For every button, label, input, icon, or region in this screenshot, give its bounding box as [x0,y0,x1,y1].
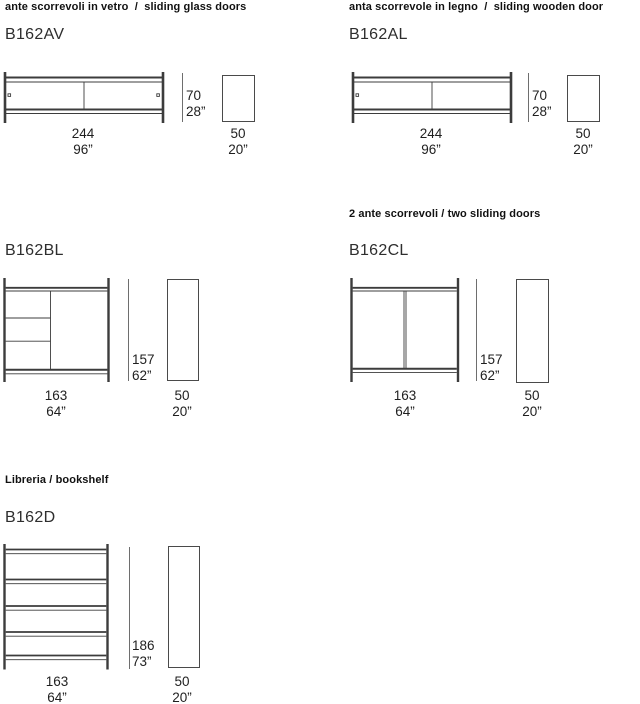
front-view-drawing [349,277,461,383]
depth-in: 20” [172,403,192,419]
side-view-drawing [168,546,200,668]
model-code: B162AV [5,26,65,43]
front-view-drawing [2,71,168,125]
width-cm: 244 [419,126,443,141]
depth-cm: 50 [575,126,591,141]
width-in: 64” [46,403,66,419]
width-cm: 244 [71,126,95,141]
height-dimension [132,638,155,669]
depth-in: 20” [172,689,192,704]
width-dimension [360,388,450,419]
height-in: 62” [132,367,152,383]
height-dimension [186,88,206,119]
height-cm: 157 [132,352,155,367]
depth-dimension [487,388,577,419]
model-code: B162D [5,509,56,526]
front-view-drawing [2,277,114,383]
height-in: 28” [532,103,552,119]
height-dimension-line [128,279,129,381]
height-cm: 70 [532,88,548,103]
height-dimension-line [182,73,183,122]
height-dimension [480,352,503,383]
front-view-drawing [2,543,114,671]
section-heading: ante scorrevoli in vetro / sliding glass doors [5,1,247,13]
depth-dimension [193,126,283,157]
height-cm: 186 [132,638,155,653]
width-dimension [38,126,128,157]
height-dimension-line [129,547,130,669]
height-dimension [532,88,552,119]
depth-cm: 50 [524,388,540,403]
model-code: B162BL [5,242,64,259]
height-dimension [132,352,155,383]
section-heading: anta scorrevole in legno / sliding wooden door [349,1,604,13]
front-view-drawing [350,71,516,125]
depth-in: 20” [228,141,248,157]
depth-cm: 50 [230,126,246,141]
width-in: 96” [73,141,93,157]
height-dimension-line [476,279,477,381]
side-view-drawing [567,75,600,122]
height-cm: 70 [186,88,202,103]
height-in: 28” [186,103,206,119]
depth-in: 20” [522,403,542,419]
section-heading: 2 ante scorrevoli / two sliding doors [349,208,541,220]
width-in: 96” [421,141,441,157]
side-view-drawing [167,279,199,381]
height-dimension-line [528,73,529,122]
section-heading: Libreria / bookshelf [5,474,109,486]
side-view-drawing [516,279,549,383]
depth-dimension [137,674,227,704]
width-cm: 163 [45,674,69,689]
width-in: 64” [47,689,67,704]
width-dimension [12,674,102,704]
depth-cm: 50 [174,388,190,403]
depth-dimension [137,388,227,419]
width-cm: 163 [44,388,68,403]
depth-cm: 50 [174,674,190,689]
width-in: 64” [395,403,415,419]
depth-dimension [538,126,628,157]
width-cm: 163 [393,388,417,403]
width-dimension [11,388,101,419]
model-code: B162AL [349,26,408,43]
model-code: B162CL [349,242,409,259]
side-view-drawing [222,75,255,122]
width-dimension [386,126,476,157]
depth-in: 20” [573,141,593,157]
height-in: 62” [480,367,500,383]
height-in: 73” [132,653,152,669]
height-cm: 157 [480,352,503,367]
